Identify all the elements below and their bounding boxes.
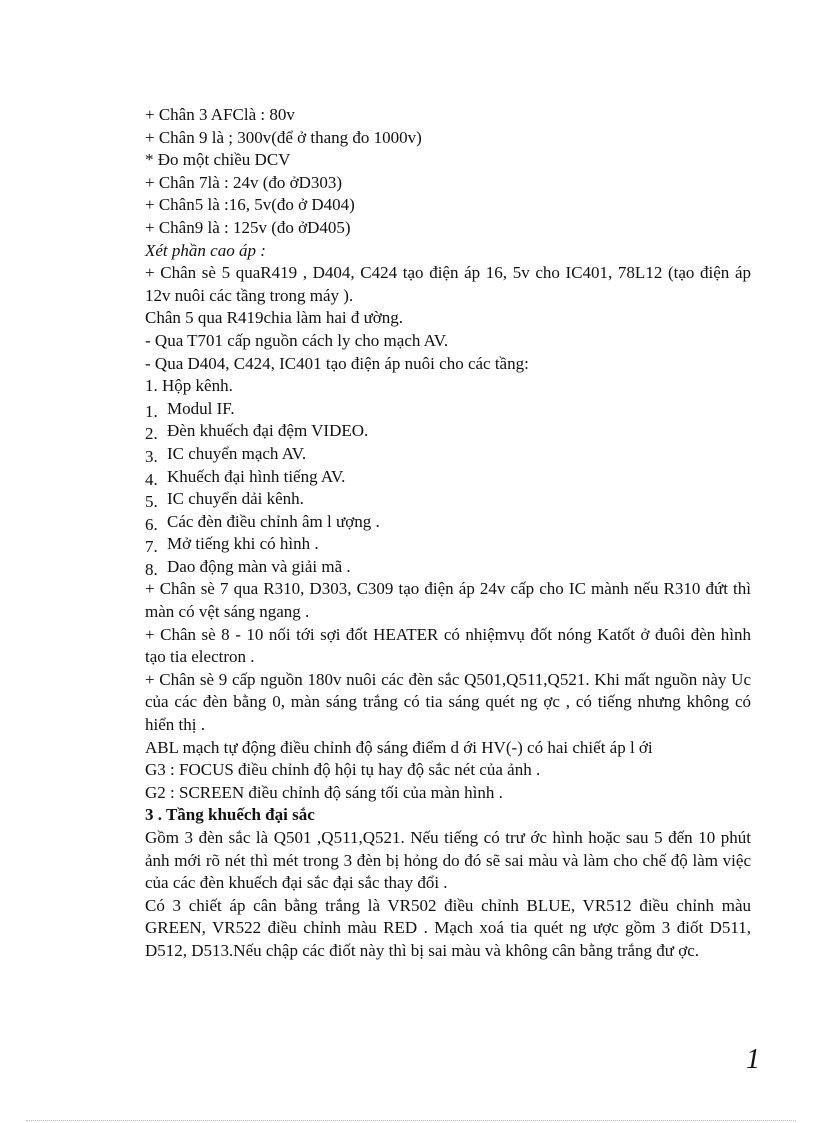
text-line: * Đo một chiều DCV <box>145 150 291 170</box>
list-number: 6. <box>145 514 158 534</box>
list-text: Khuếch đại hình tiếng AV. <box>167 466 346 486</box>
list-item <box>145 511 751 534</box>
list-item <box>145 420 751 443</box>
list-text: Các đèn điều chỉnh âm l ượng . <box>167 511 380 531</box>
list-text: Mở tiếng khi có hình . <box>167 534 319 554</box>
text-line: ABL mạch tự động điều chỉnh độ sáng điểm d ới HV(-) có hai chiết áp l ới <box>145 737 653 757</box>
footer-divider <box>26 1120 796 1121</box>
paragraph: + Chân sè 8 - 10 nối tới sợi đốt HEATER có nhiệmvụ đốt nóng Katốt ở đuôi đèn hình tạo tia electron . <box>145 624 751 667</box>
text-line: G3 : FOCUS điều chỉnh độ hội tụ hay độ sắc nét của ảnh . <box>145 760 541 780</box>
list-number: 7. <box>145 537 158 557</box>
page-body <box>145 104 751 963</box>
section-heading: 3 . Tầng khuếch đại sắc <box>145 805 315 825</box>
list-text: Đèn khuếch đại đệm VIDEO. <box>167 421 369 441</box>
text-line: + Chân 3 AFClà : 80v <box>145 105 295 124</box>
list-number: 8. <box>145 559 158 579</box>
list-item <box>145 443 751 466</box>
paragraph: + Chân sè 9 cấp nguồn 180v nuôi các đèn sắc Q501,Q511,Q521. Khi mất nguồn này Uc của các đèn bằng 0, màn sáng trắng có tia sáng quét ng ợc , có tiếng nhưng không có hiển thị . <box>145 669 751 735</box>
list-number: 4. <box>145 469 158 489</box>
list-number: 3. <box>145 446 158 466</box>
list-item <box>145 488 751 511</box>
text-line: Chân 5 qua R419chia làm hai đ ường. <box>145 308 404 328</box>
list-number: 1. <box>145 401 158 421</box>
list-item <box>145 556 751 579</box>
paragraph: + Chân sè 7 qua R310, D303, C309 tạo điện áp 24v cấp cho IC mành nếu R310 đứt thì màn có vệt sáng ngang . <box>145 579 751 622</box>
list-text: Modul IF. <box>167 398 235 418</box>
text-line: - Qua T701 cấp nguồn cách ly cho mạch AV. <box>145 330 449 350</box>
list-item <box>145 533 751 556</box>
list-item <box>145 466 751 489</box>
list-text: IC chuyển mạch AV. <box>167 443 307 463</box>
list-number: 2. <box>145 424 158 444</box>
paragraph: + Chân sè 5 quaR419 , D404, C424 tạo điện áp 16, 5v cho IC401, 78L12 (tạo điện áp 12v nuôi các tầng trong máy ). <box>145 263 751 305</box>
list-item <box>145 398 751 421</box>
text-line: G2 : SCREEN điều chỉnh độ sáng tối của màn hình . <box>145 782 503 802</box>
text-line: + Chân9 là : 125v (đo ởD405) <box>145 217 351 237</box>
text-line: 1. Hộp kênh. <box>145 376 233 396</box>
text-line: + Chân 9 là ; 300v(để ở thang đo 1000v) <box>145 127 422 147</box>
section-subheading: Xét phần cao áp : <box>145 240 266 260</box>
page-number: 1 <box>746 1044 760 1075</box>
text-line: + Chân5 là :16, 5v(đo ở D404) <box>145 195 355 215</box>
paragraph: Gồm 3 đèn sắc là Q501 ,Q511,Q521. Nếu tiếng có trư ớc hình hoặc sau 5 đến 10 phút ảnh mới rõ nét thì mét trong 3 đèn bị hỏng do đó sẽ sai màu và làm cho chế độ làm việc của các đèn khuếch đại sắc đại sắc thay đổi . <box>145 828 751 893</box>
paragraph: Có 3 chiết áp cân bằng trắng là VR502 điều chỉnh BLUE, VR512 điều chỉnh màu GREEN, VR522 điều chỉnh màu RED . Mạch xoá tia quét ng ược gồm 3 điốt D511, D512, D513.Nếu chập các điốt này thì bị sai màu và không cân bằng trắng đư ợc. <box>145 895 751 960</box>
list-text: Dao động màn và giải mã . <box>167 556 351 576</box>
text-line: + Chân 7là : 24v (đo ởD303) <box>145 172 343 192</box>
list-text: IC chuyển dải kênh. <box>167 489 304 509</box>
list-number: 5. <box>145 492 158 512</box>
text-line: - Qua D404, C424, IC401 tạo điện áp nuôi cho các tầng: <box>145 353 529 373</box>
